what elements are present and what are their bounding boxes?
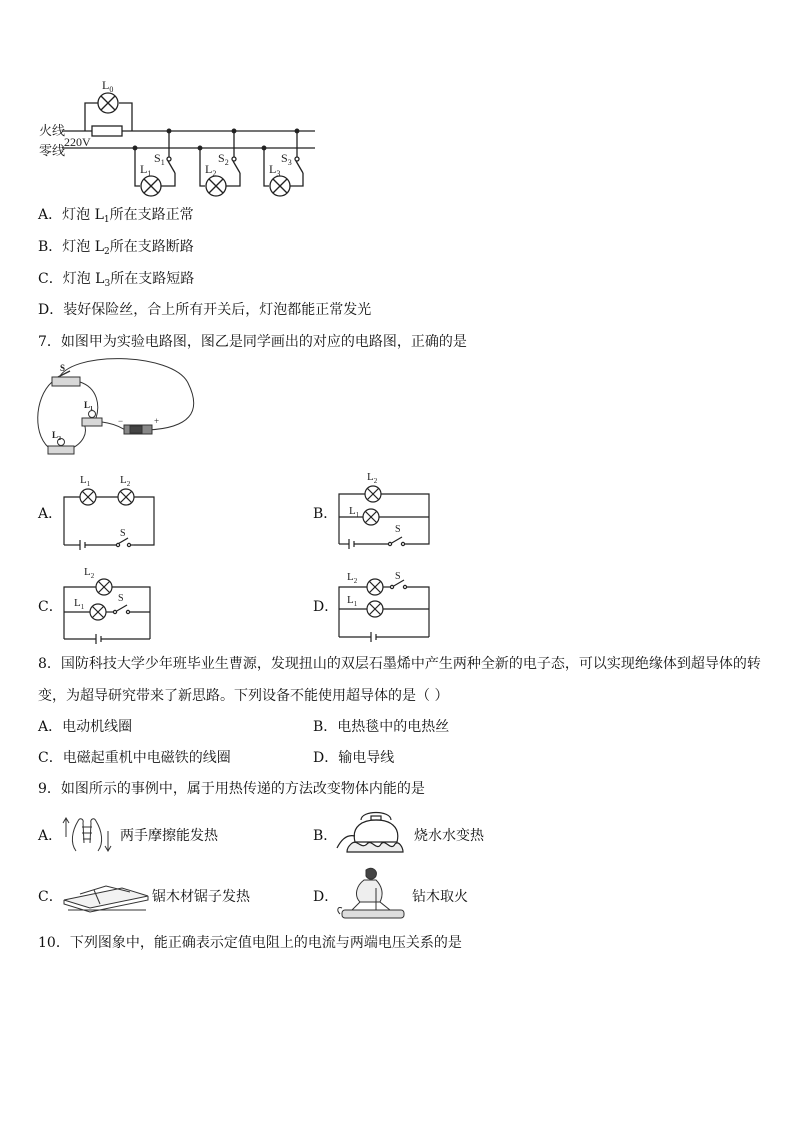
- option-letter: C．: [38, 271, 63, 287]
- q8-option-a: [38, 718, 132, 736]
- q8-option-d: [313, 749, 394, 767]
- l1-label: L: [80, 474, 87, 486]
- l2-sub: 2: [353, 577, 358, 585]
- svg-text:L2: [205, 162, 216, 178]
- q9-option-d-letter: D．: [313, 889, 339, 905]
- l3-sub: 3: [276, 169, 281, 178]
- q7-option-a-circuit: [58, 470, 168, 555]
- l0-sub: 0: [109, 85, 114, 94]
- l1-sub: 1: [353, 600, 358, 608]
- q6-option-d: [38, 301, 371, 319]
- q8-stem-line1: 8．国防科技大学少年班毕业生曹源，发现扭山的双层石墨烯中产生两种全新的电子态，可以实现绝缘体到超导体的转: [38, 656, 761, 672]
- q7-option-c-circuit: [58, 565, 168, 650]
- l1-sub: 1: [355, 511, 360, 519]
- l2-sub: 2: [373, 477, 378, 485]
- svg-text:S3: [281, 151, 292, 167]
- photo-s-label: S: [60, 363, 66, 373]
- option-sub: 2: [104, 247, 110, 257]
- s-label: S: [118, 593, 124, 604]
- option-text: 电动机线圈: [62, 719, 133, 735]
- q7-physical-circuit-picture: [38, 358, 198, 458]
- q8-option-b: [313, 718, 449, 736]
- q7-option-d-letter: D．: [313, 599, 339, 615]
- option-text: 装好保险丝，合上所有开关后，灯泡都能正常发光: [63, 302, 372, 318]
- q8-option-c: [38, 749, 231, 767]
- option-text: 输电导线: [338, 750, 395, 766]
- s1-sub: 1: [160, 158, 165, 167]
- household-circuit-diagram: [30, 75, 330, 200]
- s1-label: S: [154, 151, 161, 165]
- q9-option-a-text: 两手摩擦能发热: [120, 828, 218, 844]
- option-letter: D．: [38, 302, 64, 318]
- q9-option-b-text: 烧水水变热: [414, 828, 484, 844]
- option-text-post: 所在支路正常: [109, 207, 194, 223]
- l3-label: L: [269, 162, 277, 176]
- svg-text:L1: [74, 597, 85, 611]
- option-letter: B．: [38, 239, 63, 255]
- q7-option-d-circuit: [333, 565, 443, 650]
- option-text-post: 所在支路短路: [110, 271, 195, 287]
- option-text: 灯泡 L: [62, 207, 104, 223]
- q6-option-a: [38, 206, 194, 229]
- svg-text:S2: [218, 151, 229, 167]
- svg-text:L2: [120, 474, 131, 488]
- s-label: S: [120, 528, 126, 539]
- s3-sub: 3: [287, 158, 292, 167]
- kettle-heating-picture: [333, 808, 413, 860]
- photo-l1-sub: 1: [90, 406, 94, 412]
- svg-text:L1: [349, 505, 360, 519]
- svg-text:L1: [80, 474, 91, 488]
- l2-label: L: [84, 566, 91, 578]
- option-letter: D．: [313, 750, 339, 766]
- s-label: S: [395, 524, 401, 535]
- l2-sub: 2: [90, 572, 95, 580]
- q9-option-c-letter: C．: [38, 889, 63, 905]
- option-letter: B．: [313, 719, 338, 735]
- photo-l2-label: L: [52, 430, 59, 440]
- l2-label: L: [367, 471, 374, 483]
- q7-option-b-letter: B．: [313, 506, 338, 522]
- q7-option-c-letter: C．: [38, 599, 63, 615]
- l1-sub: 1: [80, 603, 85, 611]
- q6-option-c: [38, 270, 194, 293]
- l1-label: L: [347, 594, 354, 606]
- q7-stem: 7．如图甲为实验电路图，图乙是同学画出的对应的电路图，正确的是: [38, 334, 467, 350]
- s-label: S: [395, 571, 401, 582]
- option-sub: 3: [104, 279, 111, 289]
- l0-label: L: [102, 78, 110, 92]
- photo-l2-sub: 2: [58, 436, 62, 442]
- svg-text:L3: [269, 162, 280, 178]
- l1-label: L: [74, 597, 81, 609]
- hands-rubbing-picture: [62, 813, 112, 855]
- q7-option-a-letter: A．: [38, 506, 63, 522]
- option-letter: C．: [38, 750, 63, 766]
- svg-text:L2: [367, 471, 378, 485]
- option-letter: A．: [38, 207, 63, 223]
- q9-stem: 9．如图所示的事例中，属于用热传递的方法改变物体内能的是: [38, 781, 425, 797]
- option-text: 电热毯中的电热丝: [337, 719, 450, 735]
- voltage-label: 220V: [64, 135, 91, 149]
- fire-line-label: 火线: [39, 123, 66, 138]
- q9-option-b-letter: B．: [313, 828, 338, 844]
- q6-option-b: [38, 238, 194, 261]
- svg-text:L2: [84, 566, 95, 580]
- q9-option-c-text: 锯木材锯子发热: [152, 889, 250, 905]
- q7-option-b-circuit: [333, 468, 443, 553]
- s2-label: S: [218, 151, 225, 165]
- l2-sub: 2: [212, 169, 217, 178]
- photo-minus: −: [118, 416, 124, 426]
- drilling-wood-fire-picture: [336, 864, 411, 922]
- q8-stem-line2: 变，为超导研究带来了新思路。下列设备不能使用超导体的是（ ）: [38, 688, 449, 704]
- svg-text:L2: [347, 571, 358, 585]
- l1-sub: 1: [86, 480, 91, 488]
- l2-label: L: [347, 571, 354, 583]
- svg-text:L2: [52, 430, 61, 442]
- zero-line-label: 零线: [39, 143, 66, 158]
- option-letter: A．: [38, 719, 63, 735]
- l2-label: L: [120, 474, 127, 486]
- photo-l1-label: L: [84, 400, 91, 410]
- sawing-wood-picture: [60, 880, 152, 914]
- photo-plus: +: [154, 416, 160, 426]
- q9-option-a-letter: A．: [38, 828, 63, 844]
- option-text: 电磁起重机中电磁铁的线圈: [62, 750, 231, 766]
- option-sub: 1: [103, 215, 110, 225]
- q10-stem: 10．下列图象中，能正确表示定值电阻上的电流与两端电压关系的是: [38, 935, 462, 951]
- svg-text:L0: [102, 78, 113, 94]
- svg-text:L1: [84, 400, 93, 412]
- svg-text:S1: [154, 151, 165, 167]
- s2-sub: 2: [224, 158, 229, 167]
- option-text: 灯泡 L: [62, 239, 105, 255]
- svg-text:L1: [347, 594, 358, 608]
- l1-label: L: [349, 505, 356, 517]
- l1-label: L: [140, 162, 148, 176]
- s3-label: S: [281, 151, 288, 165]
- l1-sub: 1: [147, 169, 152, 178]
- l2-label: L: [205, 162, 213, 176]
- svg-text:L1: [140, 162, 151, 178]
- option-text: 灯泡 L: [62, 271, 105, 287]
- l2-sub: 2: [126, 480, 131, 488]
- option-text-post: 所在支路断路: [109, 239, 194, 255]
- q9-option-d-text: 钻木取火: [412, 889, 468, 905]
